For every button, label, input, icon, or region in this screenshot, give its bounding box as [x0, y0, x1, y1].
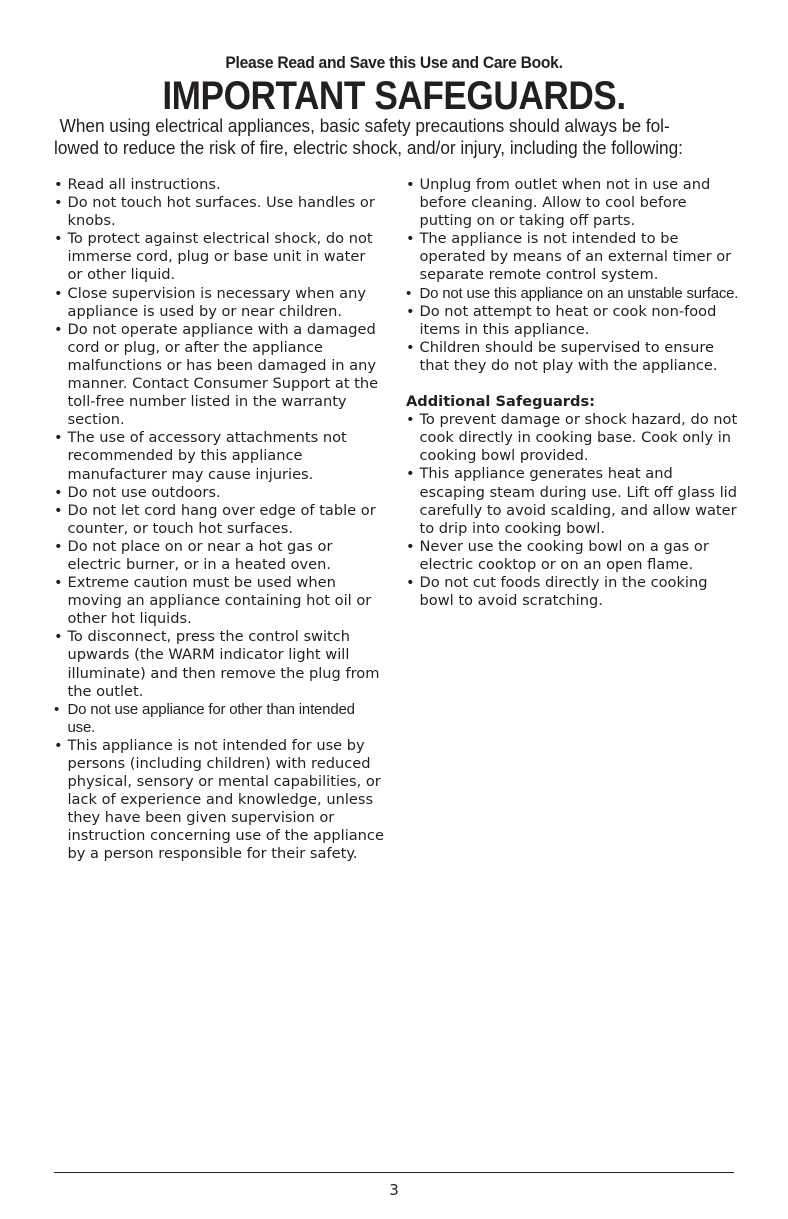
page-header	[0, 52, 788, 116]
additional-safeguards-heading: Additional Safeguards:	[406, 393, 595, 411]
page-title: IMPORTANT SAFEGUARDS.	[162, 74, 626, 118]
list-item: • Unplug from outlet when not in use and before cleaning. Allow to cool before putting on or taking off parts.	[406, 176, 711, 230]
list-item: • Do not use appliance for other than intended use.	[54, 700, 355, 736]
list-item: • Do not use outdoors.	[54, 483, 221, 501]
list-item: • Children should be supervised to ensure that they do not play with the appliance.	[406, 338, 718, 374]
intro-line-1: When using electrical appliances, basic safety precautions should always be fol-	[59, 115, 670, 136]
list-item: • Never use the cooking bowl on a gas or electric cooktop or on an open flame.	[406, 537, 709, 573]
left-column	[54, 176, 384, 864]
list-item: • Do not touch hot surfaces. Use handles or knobs.	[54, 194, 375, 230]
list-item: • To prevent damage or shock hazard, do not cook directly in cooking base. Cook only in cooking bowl provided.	[406, 411, 738, 465]
list-item: • The use of accessory attachments not recommended by this appliance manufacturer may cause injuries.	[54, 429, 347, 483]
list-item: • Do not use this appliance on an unstable surface.	[406, 284, 739, 302]
safeguard-list-left	[54, 176, 384, 864]
safeguard-list-right	[406, 176, 742, 375]
list-item: • To disconnect, press the control switch upwards (the WARM indicator light will illuminate) and then remove the plug from the outlet.	[54, 628, 380, 700]
list-item: • Extreme caution must be used when moving an appliance containing hot oil or other hot liquids.	[54, 574, 372, 628]
additional-safeguard-list	[406, 411, 742, 610]
list-item: • The appliance is not intended to be operated by means of an external timer or separate remote control system.	[406, 230, 732, 284]
list-item: • Do not attempt to heat or cook non-food items in this appliance.	[406, 302, 717, 338]
intro-line-2: lowed to reduce the risk of fire, electric shock, and/or injury, including the following:	[54, 137, 683, 158]
page-subtitle: Please Read and Save this Use and Care Book.	[225, 53, 563, 72]
list-item: • Do not let cord hang over edge of table or counter, or touch hot surfaces.	[54, 501, 376, 537]
list-item: • Do not cut foods directly in the cooking bowl to avoid scratching.	[406, 573, 708, 610]
list-item: • Do not operate appliance with a damaged cord or plug, or after the appliance malfunctions or has been damaged in any manner. Contact Consumer Support at the toll-free number listed in the warranty section.	[54, 320, 379, 429]
page-number: 3	[389, 1181, 399, 1199]
list-item: • To protect against electrical shock, do not immerse cord, plug or base unit in water or other liquid.	[54, 230, 373, 284]
list-item: • This appliance generates heat and escaping steam during use. Lift off glass lid carefully to avoid scalding, and allow water to drip into cooking bowl.	[406, 465, 737, 537]
list-item: • This appliance is not intended for use by persons (including children) with reduced physical, sensory or mental capabilities, or lack of experience and knowledge, unless they have been given supervision or instruction concerning use of the appliance by a person responsible for their safety.	[54, 736, 384, 863]
intro-paragraph	[54, 115, 734, 159]
right-column	[406, 176, 742, 610]
list-item: • Do not place on or near a hot gas or electric burner, or in a heated oven.	[54, 537, 333, 573]
footer-divider	[54, 1172, 734, 1173]
list-item: • Read all instructions.	[54, 176, 221, 193]
list-item: • Close supervision is necessary when any appliance is used by or near children.	[54, 284, 366, 320]
